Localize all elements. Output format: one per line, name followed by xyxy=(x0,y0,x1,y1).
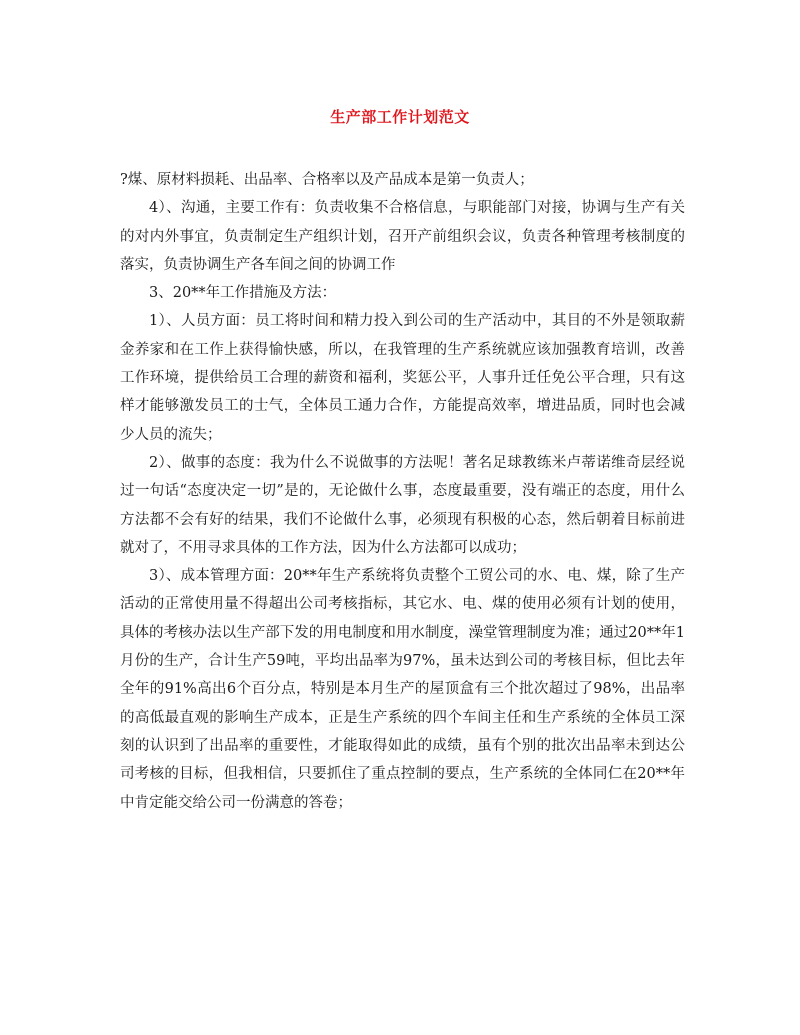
paragraph-4: 1）、人员方面：员工将时间和精力投入到公司的生产活动中，其目的不外是领取薪金养家和在工作上获得愉快感，所以，在我管理的生产系统就应该加强教育培训，改善工作环境，提供给员工合理的薪资和福利，奖惩公平，人事升迁任免公平合理，只有这样才能够激发员工的士气，全体员工通力合作，方能提高效率，增进品质，同时也会减少人员的流失； xyxy=(120,313,685,443)
document-body xyxy=(120,166,685,817)
paragraph-2: 4）、沟通，主要工作有：负责收集不合格信息，与职能部门对接，协调与生产有关的对内外事宜，负责制定生产组织计划，召开产前组织会议，负责各种管理考核制度的落实，负责协调生产各车间之间的协调工作 xyxy=(120,200,685,273)
paragraph-3: 3、20**年工作措施及方法： xyxy=(149,285,337,302)
document-title: 生产部工作计划范文 xyxy=(330,108,470,126)
paragraph-1: ?煤、原材料损耗、出品率、合格率以及产品成本是第一负责人； xyxy=(120,172,534,188)
paragraph-6: 3）、成本管理方面：20**年生产系统将负责整个工贸公司的水、电、煤，除了生产活动的正常使用量不得超出公司考核指标，其它水、电、煤的使用必须有计划的使用，具体的考核办法以生产部下发的用电制度和用水制度，澡堂管理制度为准；通过20**年1月份的生产，合计生产59吨，平均出品率为97%，虽未达到公司的考核目标，但比去年全年的91%高出6个百分点，特别是本月生产的屋顶盒有三个批次超过了98%，出品率的高低最直观的影响生产成本，正是生产系统的四个车间主任和生产系统的全体员工深刻的认识到了出品率的重要性，才能取得如此的成绩，虽有个别的批次出品率未到达公司考核的目标，但我相信，只要抓住了重点控制的要点，生产系统的全体同仁在20**年中肯定能交给公司一份满意的答卷； xyxy=(120,568,685,811)
paragraph-5: 2）、做事的态度：我为什么不说做事的方法呢！著名足球教练米卢蒂诺维奇层经说过一句话“态度决定一切”是的，无论做什么事，态度最重要，没有端正的态度，用什么方法都不会有好的结果，我们不论做什么事，必须现有积极的心态，然后朝着目标前进就对了，不用寻求具体的工作方法，因为什么方法都可以成功； xyxy=(120,454,685,556)
